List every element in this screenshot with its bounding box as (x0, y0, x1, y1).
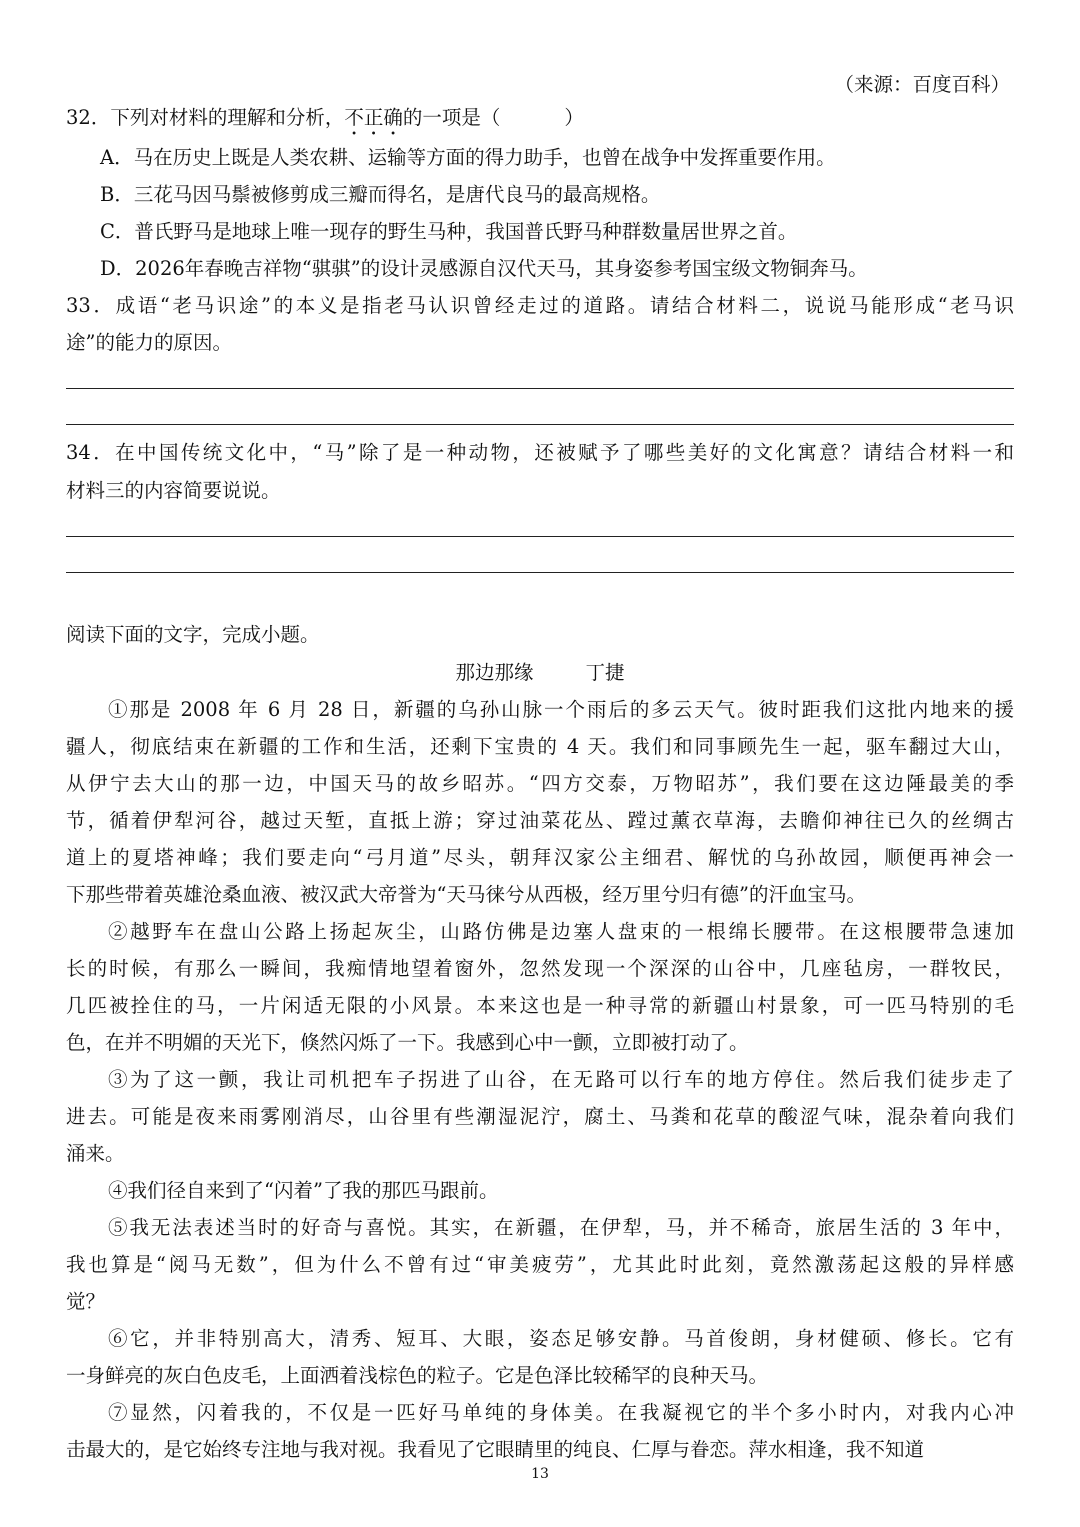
option-c: C．普氏野马是地球上唯一现存的野生马种，我国普氏野马种群数量居世界之首。 (100, 220, 798, 243)
paragraph-2-line: 长的时候，有那么一瞬间，我痴情地望着窗外，忽然发现一个深深的山谷中，几座毡房，一群牧民， (66, 957, 1014, 980)
article-heading (0, 660, 1080, 686)
paragraph-1-line: 疆人，彻底结束在新疆的工作和生活，还剩下宝贵的 4 天。我们和同事顾先生一起，驱车翻过大山， (66, 735, 1014, 758)
question-33-line: 途”的能力的原因。 (66, 331, 232, 354)
paragraph-4-line: ④我们径自来到了“闪着”了我的那匹马跟前。 (108, 1179, 499, 1202)
article-author: 丁捷 (585, 661, 625, 684)
question-34-line: 材料三的内容简要说说。 (66, 479, 281, 502)
question-33-line: 33．成语“老马识途”的本义是指老马认识曾经走过的道路。请结合材料二，说说马能形成“老马识 (66, 294, 1014, 317)
paragraph-3-line: ③为了这一颤，我让司机把车子拐进了山谷，在无路可以行车的地方停住。然后我们徒步走了 (108, 1068, 1014, 1091)
option-a: A．马在历史上既是人类农耕、运输等方面的得力助手，也曾在战争中发挥重要作用。 (100, 146, 836, 169)
paragraph-7-line: ⑦显然，闪着我的，不仅是一匹好马单纯的身体美。在我凝视它的半个多小时内，对我内心冲 (108, 1401, 1014, 1424)
paragraph-1-line: 道上的夏塔神峰；我们要走向“弓月道”尽头，朝拜汉家公主细君、解忧的乌孙故园，顺便再神会一 (66, 846, 1014, 869)
question-34-line: 34．在中国传统文化中，“马”除了是一种动物，还被赋予了哪些美好的文化寓意？请结合材料一和 (66, 441, 1014, 464)
answer-line[interactable] (66, 572, 1014, 573)
paragraph-5-line: 我也算是“阅马无数”，但为什么不曾有过“审美疲劳”，尤其此时此刻，竟然激荡起这般的异样感 (66, 1253, 1014, 1276)
option-b: B．三花马因马鬃被修剪成三瓣而得名，是唐代良马的最高规格。 (100, 183, 661, 206)
paragraph-1-line: 下那些带着英雄沧桑血液、被汉武大帝誉为“天马徕兮从西极，经万里兮归有德”的汗血宝马。 (66, 883, 866, 906)
paragraph-5-line: 觉？ (66, 1290, 106, 1313)
q32-close: ） (564, 106, 584, 129)
article-title: 那边那缘 (455, 661, 534, 684)
paragraph-1-line: 从伊宁去大山的那一边，中国天马的故乡昭苏。“四方交泰，万物昭苏”，我们要在这边陲最美的季 (66, 772, 1014, 795)
paragraph-2-line: 色，在并不明媚的天光下，倏然闪烁了一下。我感到心中一颤，立即被打动了。 (66, 1031, 749, 1054)
paragraph-6-line: ⑥它，并非特别高大，清秀、短耳、大眼，姿态足够安静。马首俊朗，身材健硕、修长。它有 (108, 1327, 1014, 1350)
option-d: D．2026年春晚吉祥物“骐骐”的设计灵感源自汉代天马，其身姿参考国宝级文物铜奔马。 (100, 257, 868, 280)
paragraph-1-line: 节，循着伊犁河谷，越过天堑，直抵上游；穿过油菜花丛、蹚过薰衣草海，去瞻仰神往已久的丝绸古 (66, 809, 1014, 832)
q32-suffix: 的一项是（ (402, 106, 501, 129)
paragraph-7-line: 击最大的，是它始终专注地与我对视。我看见了它眼睛里的纯良、仁厚与眷恋。萍水相逢，我不知道 (66, 1438, 925, 1461)
answer-line[interactable] (66, 388, 1014, 389)
answer-line[interactable] (66, 424, 1014, 425)
answer-line[interactable] (66, 536, 1014, 537)
reading-instruction: 阅读下面的文字，完成小题。 (66, 623, 320, 646)
paragraph-3-line: 涌来。 (66, 1142, 125, 1165)
paragraph-1-line: ①那是 2008 年 6 月 28 日，新疆的乌孙山脉一个雨后的多云天气。彼时距我们这批内地来的援 (108, 698, 1014, 721)
q32-prefix: 32．下列对材料的理解和分析， (66, 106, 345, 129)
page-number: 13 (531, 1466, 549, 1482)
paragraph-2-line: 几匹被拴住的马，一片闲适无限的小风景。本来这也是一种寻常的新疆山村景象，可一匹马特别的毛 (66, 994, 1014, 1017)
paragraph-2-line: ②越野车在盘山公路上扬起灰尘，山路仿佛是边塞人盘束的一根绵长腰带。在这根腰带急速加 (108, 920, 1014, 943)
source-citation: （来源：百度百科） (834, 73, 1010, 96)
q32-emphasis: 不正确 (344, 106, 403, 129)
question-32-stem (66, 105, 1014, 140)
paragraph-5-line: ⑤我无法表述当时的好奇与喜悦。其实，在新疆，在伊犁，马，并不稀奇，旅居生活的 3 年中， (108, 1216, 1014, 1239)
paragraph-3-line: 进去。可能是夜来雨雾刚消尽，山谷里有些潮湿泥泞，腐土、马粪和花草的酸涩气味，混杂着向我们 (66, 1105, 1014, 1128)
paragraph-6-line: 一身鲜亮的灰白色皮毛，上面洒着浅棕色的粒子。它是色泽比较稀罕的良种天马。 (66, 1364, 769, 1387)
